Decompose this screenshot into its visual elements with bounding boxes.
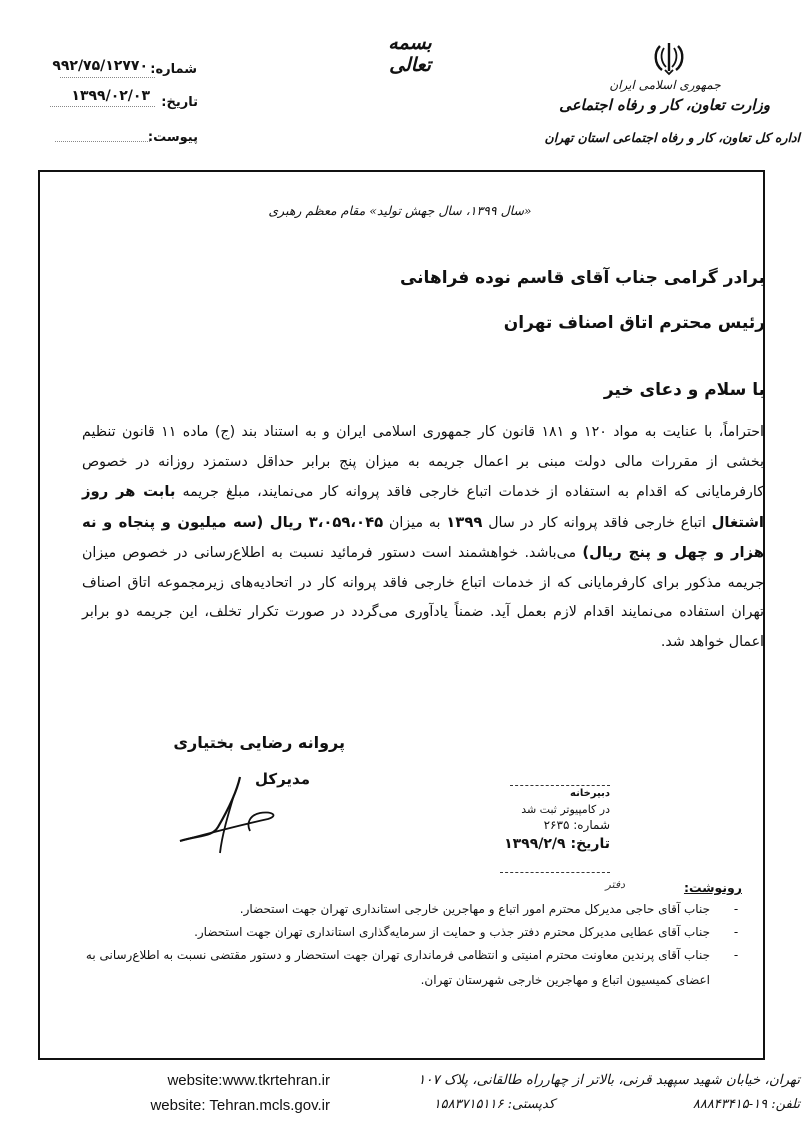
- signatory-name: پروانه رضایی بختیاری: [173, 733, 345, 752]
- greeting: با سلام و دعای خیر: [603, 380, 765, 400]
- body-emphasis: بابت هر روز اشتغال: [82, 483, 765, 531]
- body-year: ۱۳۹۹: [446, 513, 483, 531]
- year-slogan: «سال ۱۳۹۹، سال جهش تولید» مقام معظم رهبری: [268, 203, 532, 218]
- ref-date-line: [50, 105, 155, 107]
- ref-number-line: [60, 76, 155, 78]
- signatory-title: مدیرکل: [254, 770, 310, 788]
- footer-address: تهران، خیابان شهید سپهبد قرنی، بالاتر از چهارراه طالقانی، پلاک ۱۰۷: [418, 1072, 800, 1088]
- stamp-date-label: تاریخ:: [570, 836, 610, 852]
- body-text: احتراماً، با عنایت به مواد ۱۲۰ و ۱۸۱ قانون کار جمهوری اسلامی ایران و به استناد بند (ج) ماده ۱۱ قانون تنظیم بخشی از مقررات مالی دولت مبنی بر اعمال جریمه به میزان پنج برابر حداقل دستمزد روزانه در خصوص کارفرمایانی که اقدام به استفاده از خدمات اتباع خارجی فاقد پروانه کار می‌نمایند، مبلغ جریمه: [82, 424, 764, 500]
- cc-handwritten-note: دفتر: [605, 878, 625, 891]
- cc-item-continuation: اعضای کمیسیون اتباع و مهاجرین خارجی شهرستان تهران.: [420, 973, 710, 987]
- stamp-date: [480, 836, 610, 852]
- stamp-registered-text: در کامپیوتر ثبت شد: [521, 803, 610, 816]
- cc-item: [194, 925, 742, 943]
- cc-item-text: جناب آقای پرندین معاونت محترم امنیتی و انتظامی فرمانداری تهران جهت استحضار و دستور مقتضی نسبت به اطلاع‌رسانی به: [85, 948, 710, 962]
- recipient-name: برادر گرامی جناب آقای قاسم نوده فراهانی: [399, 268, 765, 288]
- cc-item-text: جناب آقای حاجی مدیرکل محترم امور اتباع و مهاجرین خارجی استانداری تهران جهت استحضار.: [239, 902, 710, 916]
- cc-item: [200, 902, 742, 920]
- iran-emblem-icon: [652, 40, 686, 76]
- list-dash-icon: -: [733, 948, 739, 962]
- header-ministry: وزارت تعاون، کار و رفاه اجتماعی: [559, 96, 770, 114]
- ref-attachment-label: پیوست:: [147, 130, 198, 145]
- footer-website-link[interactable]: website:www.tkrtehran.ir: [167, 1072, 330, 1089]
- stamp-date-value: ۱۳۹۹/۲/۹: [504, 836, 566, 852]
- cc-item-text: جناب آقای عطایی مدیرکل محترم دفتر جذب و حمایت از سرمایه‌گذاری استانداری تهران جهت استحضار.: [194, 925, 710, 939]
- ref-date-label: تاریخ:: [161, 95, 198, 110]
- header-department: اداره کل تعاون، کار و رفاه اجتماعی استان تهران: [544, 130, 800, 145]
- footer-website-link[interactable]: website: Tehran.mcls.gov.ir: [150, 1097, 330, 1114]
- footer-phone: تلفن: ۱۹-۸۸۸۴۳۴۱۵: [692, 1097, 800, 1112]
- ref-attachment-line: [55, 140, 150, 142]
- body-text: اتباع خارجی فاقد پروانه کار در سال: [482, 514, 712, 531]
- footer-postal-code: کدپستی: ۱۵۸۳۷۱۵۱۱۶: [433, 1097, 555, 1112]
- stamp-number-value: ۲۶۳۵: [543, 818, 570, 832]
- list-dash-icon: -: [733, 925, 739, 939]
- letter-body: [82, 418, 764, 657]
- cc-item: [60, 948, 742, 966]
- body-text: می‌باشد. خواهشمند است دستور فرمائید نسبت به اطلاع‌رسانی در خصوص میزان جریمه مذکور برای کارفرمایانی که از خدمات اتباع خارجی فاقد پروانه کار در اتحادیه‌های زیرمجموعه اتاق اصناف تهران استفاده می‌نمایند اقدام لازم بعمل آید. ضمناً یادآوری می‌گردد در صورت تکرار تخلف، این جریمه دو برابر اعمال خواهد شد.: [82, 545, 764, 650]
- ref-number-value: ۹۹۲/۷۵/۱۲۷۷۰: [52, 58, 148, 74]
- body-text: به میزان: [383, 514, 447, 531]
- handwritten-signature: [170, 775, 280, 855]
- list-dash-icon: -: [733, 902, 739, 916]
- invocation: بسمه تعالی: [388, 32, 432, 76]
- cc-title: رونوشت:: [683, 880, 742, 895]
- ref-number-label: شماره:: [150, 62, 197, 77]
- stamp-number-label: شماره:: [573, 818, 610, 832]
- stamp-border-top: [510, 785, 610, 786]
- recipient-title: رئیس محترم اتاق اصناف تهران: [503, 313, 765, 333]
- body-fine-amount: ۳،۰۵۹،۰۴۵ ریال (سه میلیون و پنجاه و نه هزار و چهل و پنج ریال): [82, 513, 765, 561]
- stamp-header: دبیرخانه: [570, 788, 610, 799]
- stamp-number: [480, 818, 610, 832]
- header-country: جمهوری اسلامی ایران: [609, 78, 721, 92]
- stamp-border-bottom: [500, 872, 610, 873]
- ref-date-value: ۱۳۹۹/۰۲/۰۳: [71, 88, 150, 104]
